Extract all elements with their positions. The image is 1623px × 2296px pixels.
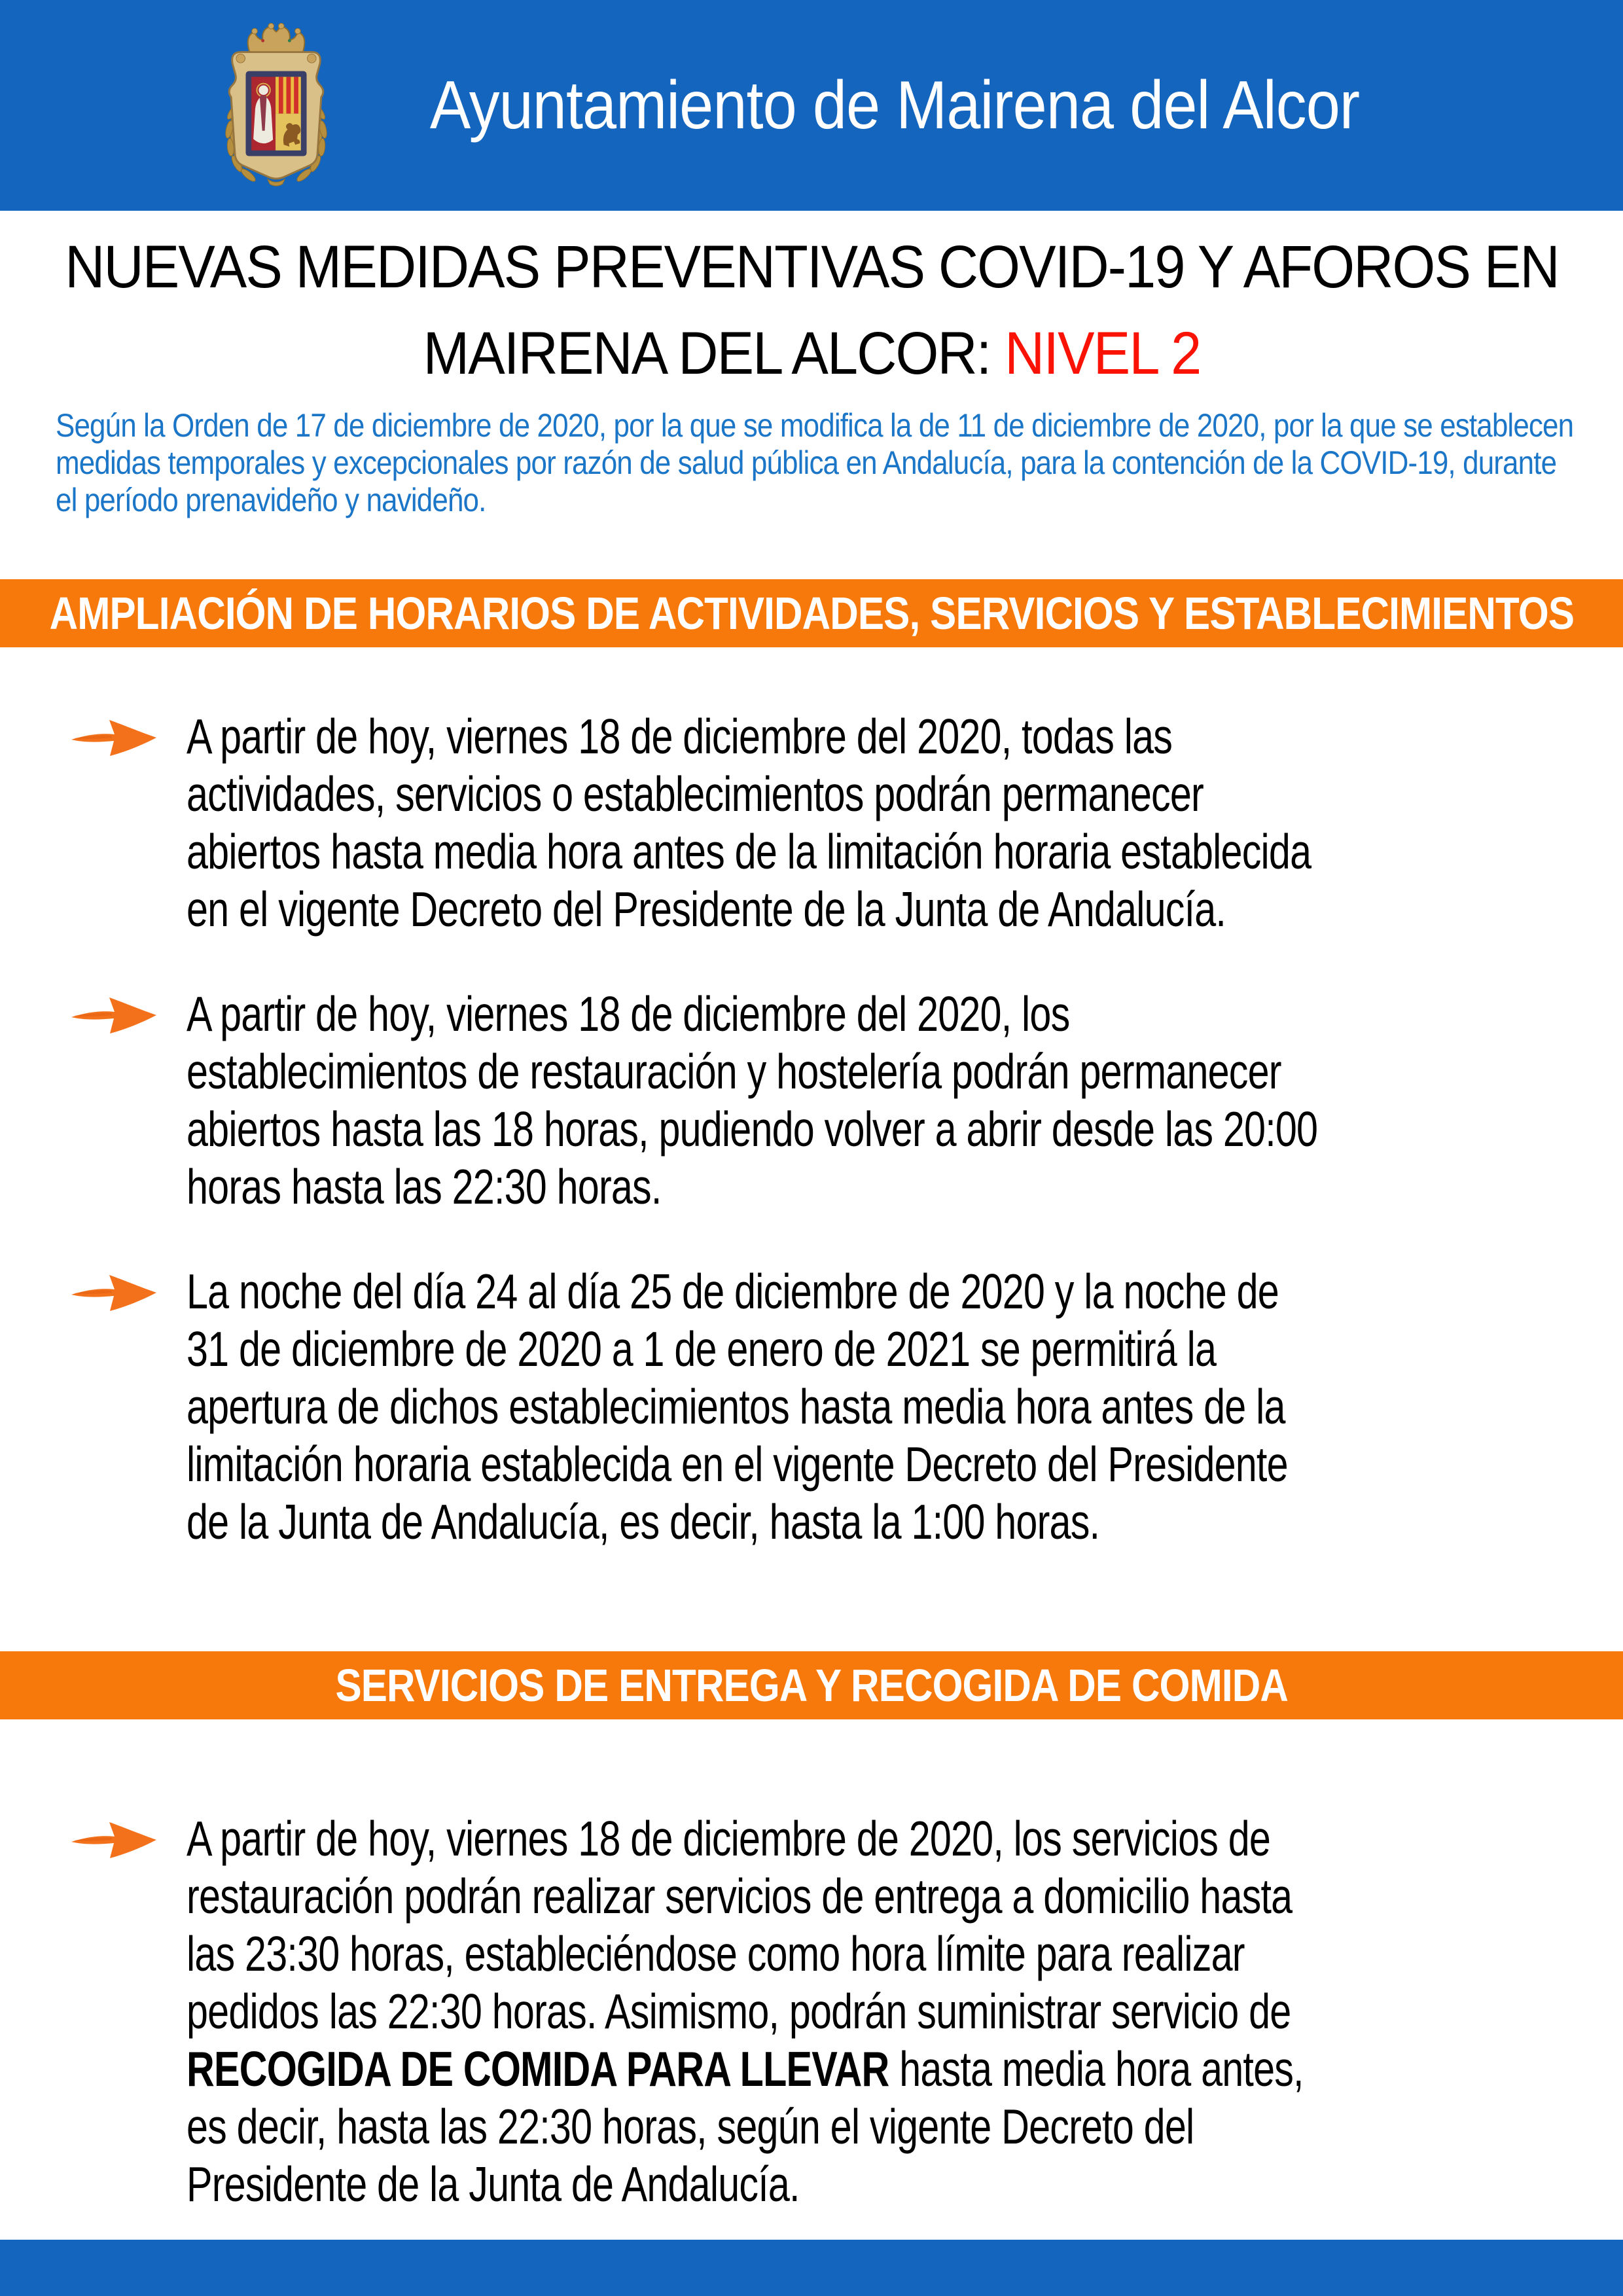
bullet-item: [69, 1810, 1623, 2213]
crown: [248, 23, 305, 52]
header-banner: [0, 0, 1623, 211]
coat-of-arms-logo: [212, 23, 340, 188]
intro-paragraph: Según la Orden de 17 de diciembre de 2020, por la que se modifica la de 11 de diciembre de 2020, por la que se establecen medidas temporales y excepcionales por razón de salud pública en Andalucía, para la contención de la COVID-19, durante el período prenavideño y navideño.: [56, 407, 1574, 518]
bullet-text-segment: A partir de hoy, viernes 18 de diciembre del 2020, los establecimientos de restauración y hostelería podrán permanecer abiertos hasta las 18 horas, pudiendo volver a abrir desde las 20:00 horas hasta las 22:30 horas.: [187, 986, 1318, 1214]
section: [0, 1651, 1623, 2213]
section-banner-label: SERVICIOS DE ENTREGA Y RECOGIDA DE COMIDA: [335, 1660, 1288, 1711]
level-highlight: NIVEL 2: [1004, 320, 1200, 387]
bullet-text-segment: hasta media hora antes, es decir, hasta las 22:30 horas, según el vigente Decreto del Presidente de la Junta de Andalucía.: [187, 2041, 1304, 2212]
bullet-item: [69, 985, 1623, 1215]
bullet-text: [187, 985, 1321, 1215]
bullet-text: [187, 1810, 1321, 2213]
poster-body: [0, 230, 1623, 2213]
shield: [229, 52, 323, 179]
arrow-icon: [69, 1269, 162, 1316]
sections-container: [0, 579, 1623, 2213]
bullet-text: [187, 1263, 1321, 1551]
section-banner: [0, 579, 1623, 647]
bullet-list: [0, 647, 1623, 1551]
bullet-text-segment: A partir de hoy, viernes 18 de diciembre de 2020, los servicios de restauración podrán realizar servicios de entrega a domicilio hasta las 23:30 horas, estableciéndose como hora límite para realizar pedidos las 22:30 horas. Asimismo, podrán suministrar servicio de: [187, 1811, 1293, 2039]
bullet-text-segment: La noche del día 24 al día 25 de diciembre de 2020 y la noche de 31 de diciembre de 2020 a 1 de enero de 2021 se permitirá la apertura de dichos establecimientos hasta media hora antes de la limitación horaria establecida en el vigente Decreto del Presidente de la Junta de Andalucía, es decir, hasta la 1:00 horas.: [187, 1264, 1288, 1549]
page-title-line2: [0, 317, 1623, 403]
page-title-line2-prefix: MAIRENA DEL ALCOR:: [423, 320, 1005, 387]
footer-band: [0, 2240, 1623, 2296]
section-banner-label: AMPLIACIÓN DE HORARIOS DE ACTIVIDADES, SERVICIOS Y ESTABLECIMIENTOS: [49, 588, 1574, 639]
bullet-text: [187, 708, 1321, 938]
bullet-item: [69, 708, 1623, 938]
page-title-line1: NUEVAS MEDIDAS PREVENTIVAS COVID-19 Y AFOROS EN: [65, 234, 1559, 300]
header-title: Ayuntamiento de Mairena del Alcor: [429, 67, 1360, 143]
section-banner: [0, 1651, 1623, 1719]
bullet-item: [69, 1263, 1623, 1551]
bullet-list: [0, 1719, 1623, 2213]
arrow-icon: [69, 1816, 162, 1863]
page-title: [0, 230, 1623, 403]
arrow-icon: [69, 992, 162, 1039]
bullet-text-segment: A partir de hoy, viernes 18 de diciembre del 2020, todas las actividades, servicios o establecimientos podrán permanecer abiertos hasta media hora antes de la limitación horaria establecida en el vigente Decreto del Presidente de la Junta de Andalucía.: [187, 709, 1311, 937]
section: [0, 579, 1623, 1551]
bullet-text-bold-segment: RECOGIDA DE COMIDA PARA LLEVAR: [187, 2041, 889, 2096]
arrow-icon: [69, 714, 162, 761]
